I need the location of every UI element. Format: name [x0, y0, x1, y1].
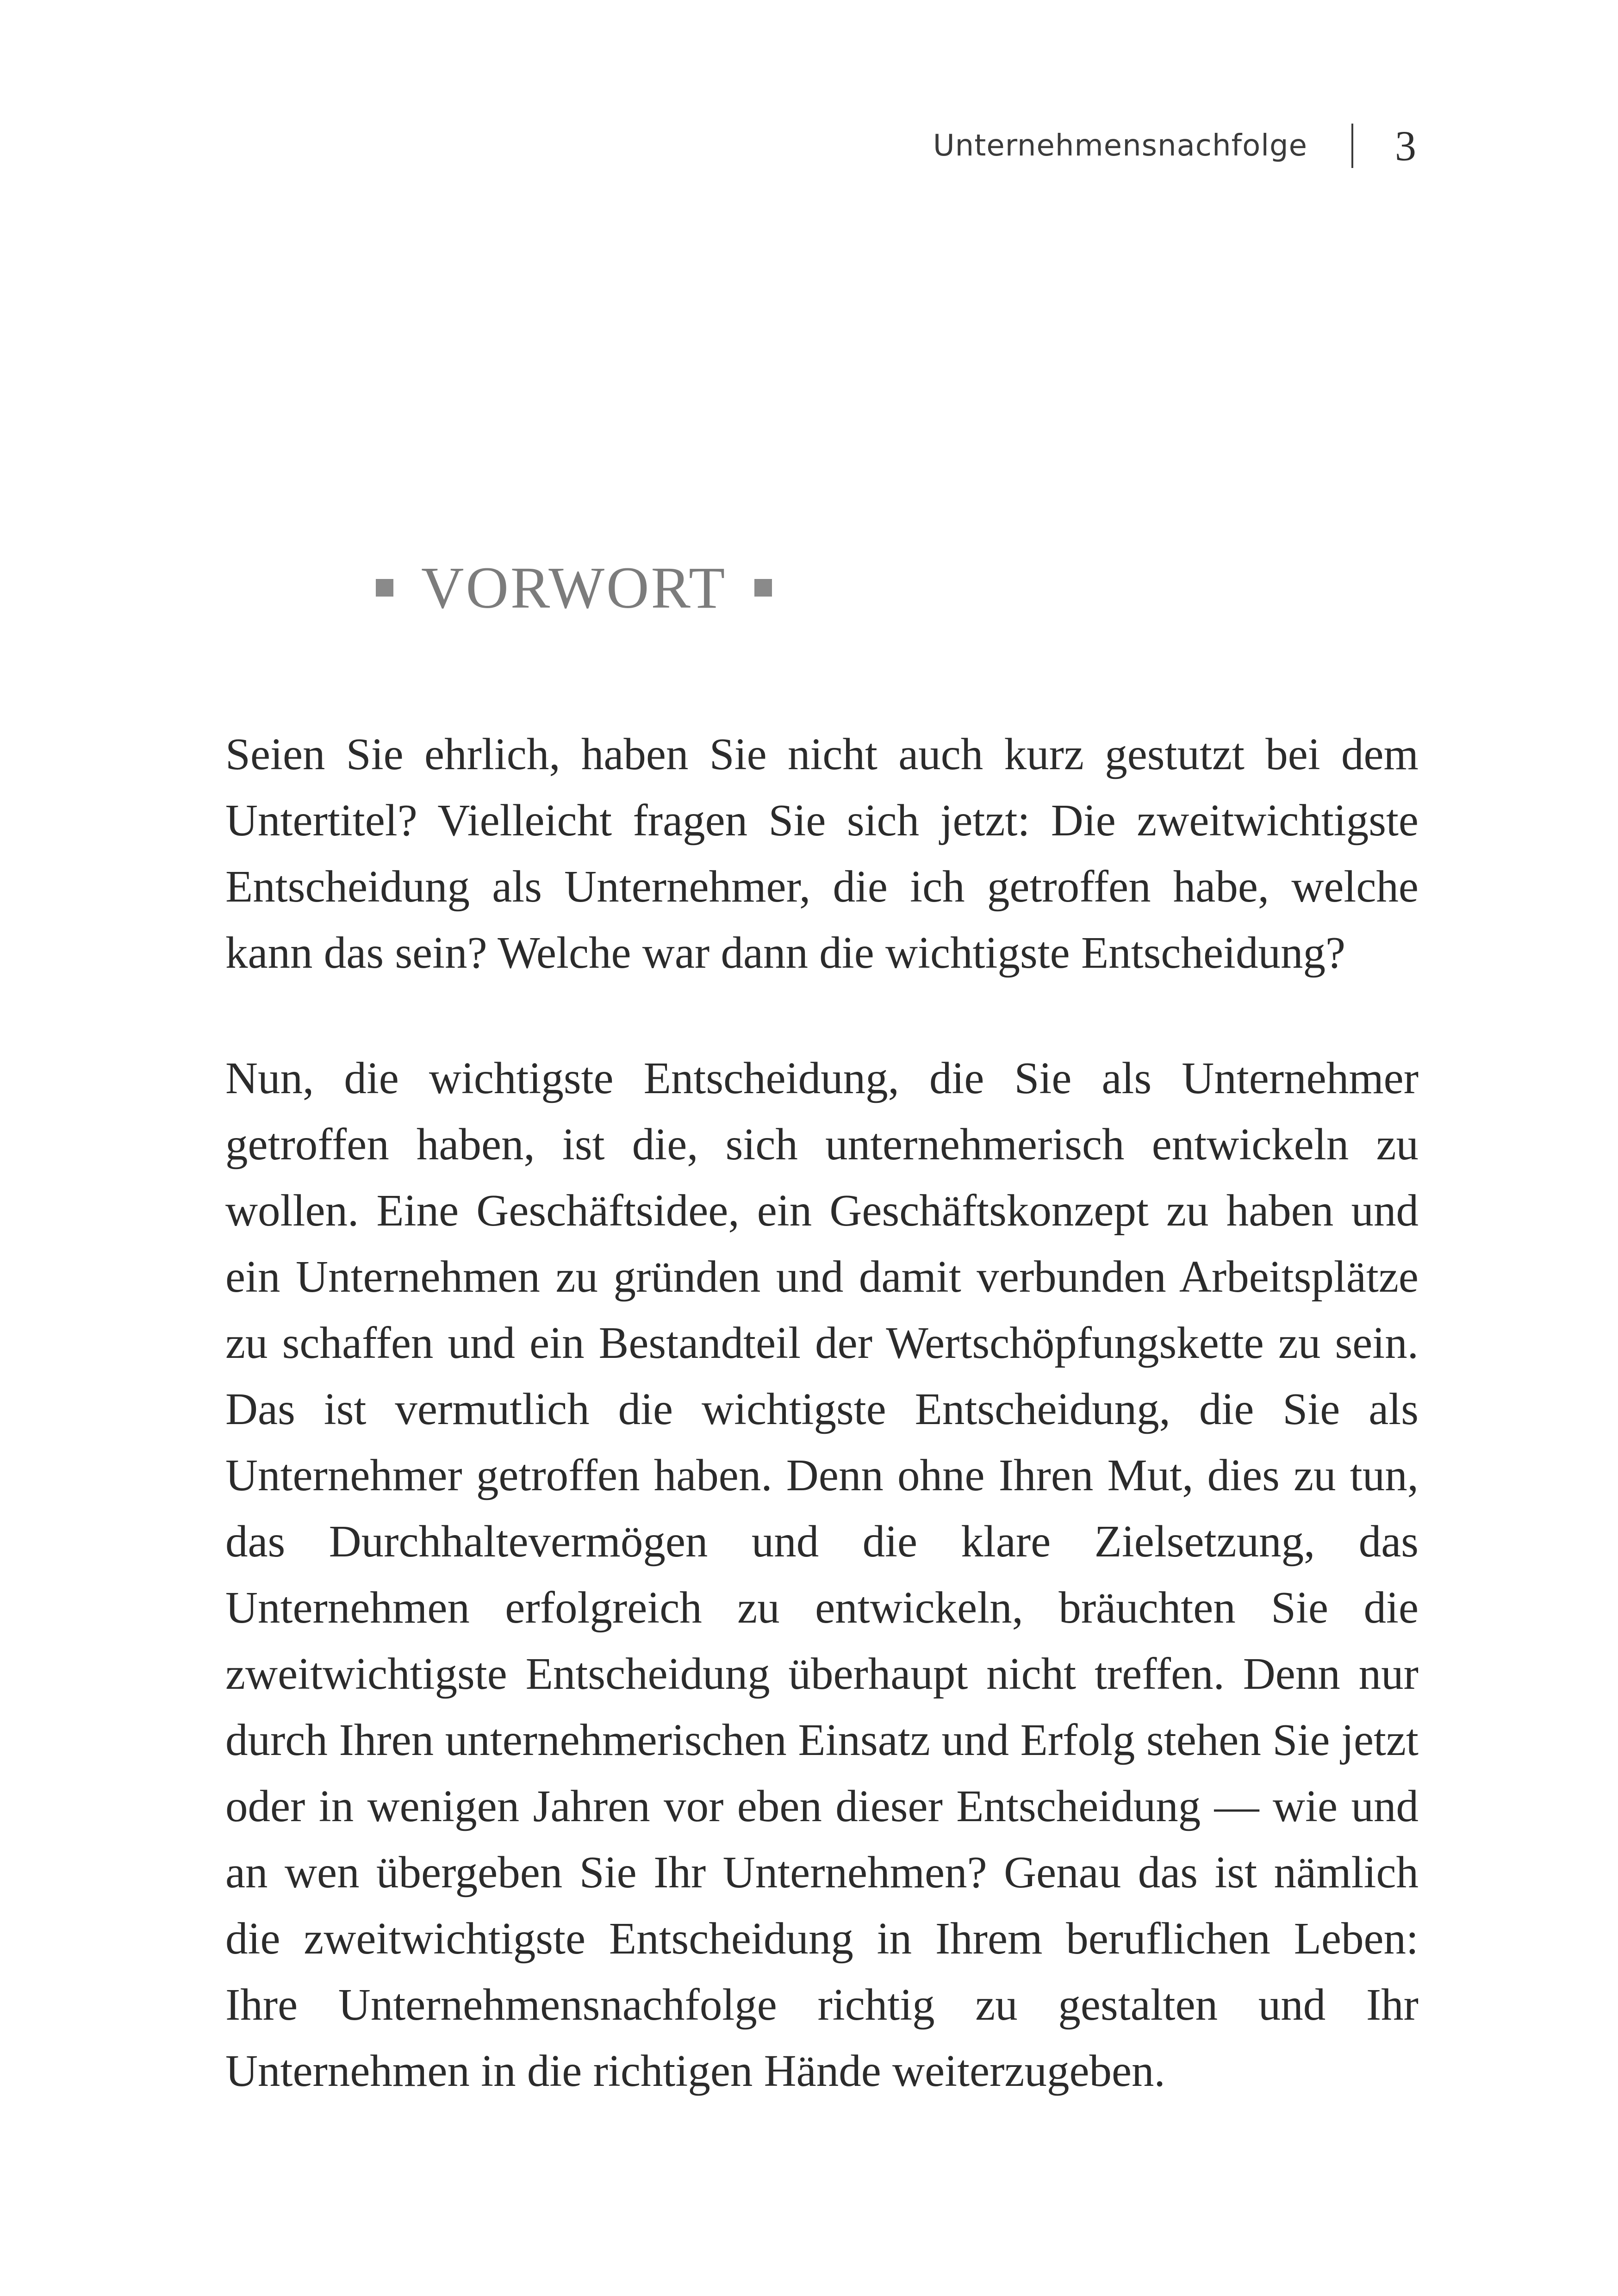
page-number: 3 — [1395, 122, 1416, 169]
paragraph-2: Nun, die wichtigste Entscheidung, die Sie als Unternehmer getroffen haben, ist die, sich unternehmerisch entwickeln zu wollen. Eine Geschäftsidee, ein Geschäftskonzept zu haben und ein Unternehmen zu gründen und damit verbunden Arbeitsplätze zu schaffen und ein Bestandteil der Wertschöpfungskette zu sein. Das ist vermutlich die wichtigste Entscheidung, die Sie als Unternehmer getroffen haben. Denn ohne Ihren Mut, dies zu tun, das Durchhaltevermögen und die klare Zielsetzung, das Unternehmen erfolgreich zu entwickeln, bräuchten Sie die zweitwichtigste Entscheidung überhaupt nicht treffen. Denn nur durch Ihren unternehmerischen Einsatz und Erfolg stehen Sie jetzt oder in wenigen Jahren vor eben dieser Entscheidung — wie und an wen übergeben Sie Ihr Unternehmen? Genau das ist nämlich die zweitwichtigste Entscheidung in Ihrem beruflichen Leben: Ihre Unternehmensnachfolge richtig zu gestalten und Ihr Unternehmen in die richtigen Hände weiterzugeben. — [225, 1053, 1419, 2096]
running-title: Unternehmensnachfolge — [933, 129, 1307, 163]
square-bullet-left-icon — [376, 579, 393, 597]
square-bullet-right-icon — [754, 579, 772, 597]
header-divider — [1351, 124, 1353, 168]
paragraph-1: Seien Sie ehrlich, haben Sie nicht auch kurz gestutzt bei dem Untertitel? Vielleicht fragen Sie sich jetzt: Die zweitwichtigste Entscheidung als Unternehmer, die ich getroffen habe, welche kann das sein? Welche war dann die wichtigste Entscheidung? — [225, 729, 1419, 977]
running-header — [933, 118, 1416, 174]
chapter-title: VORWORT — [421, 554, 727, 621]
chapter-heading — [376, 544, 772, 632]
